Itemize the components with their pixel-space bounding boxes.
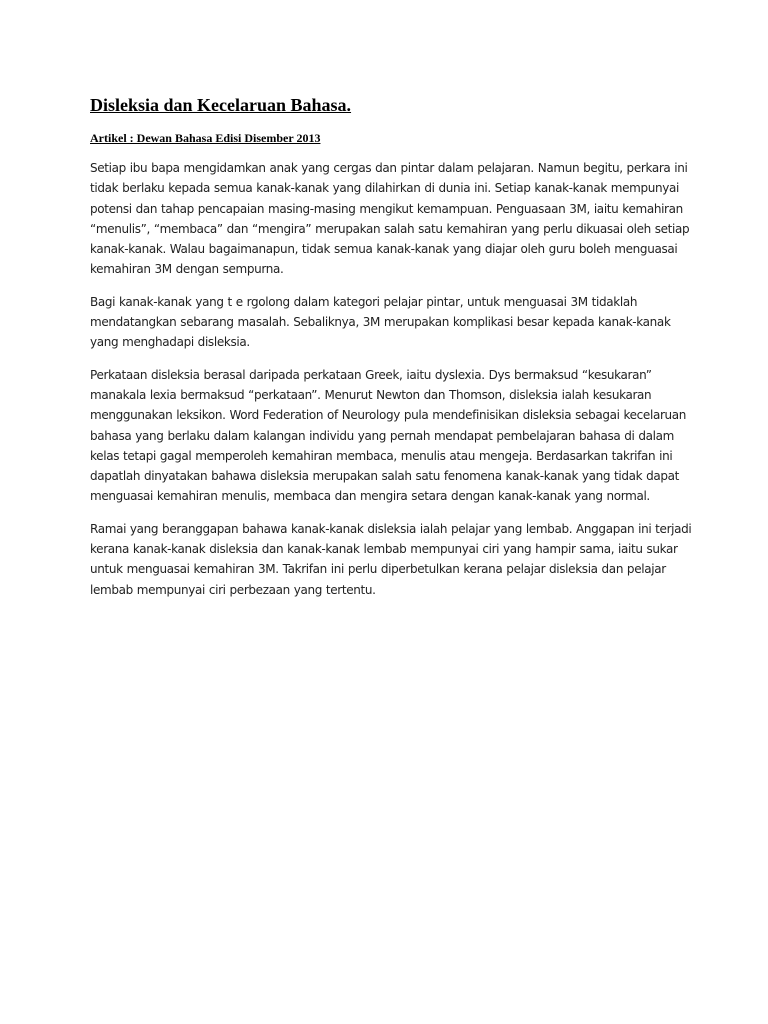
paragraph-line: tidak berlaku kepada semua kanak-kanak yang dilahirkan di dunia ini. Setiap kanak-kanak mempunyai (90, 181, 680, 196)
paragraph-line: “menulis”, “membaca” dan “mengira” merupakan salah satu kemahiran yang perlu dikuasai oleh setiap (90, 221, 690, 236)
paragraph-2 (90, 292, 682, 353)
paragraph-line: untuk menguasai kemahiran 3M. Takrifan ini perlu diperbetulkan kerana pelajar disleksia dan pelajar (90, 562, 666, 577)
paragraph-4 (90, 519, 692, 600)
paragraph-line: yang menghadapi disleksia. (90, 335, 250, 350)
paragraph-line: kelas tetapi gagal memperoleh kemahiran membaca, menulis atau mengeja. Berdasarkan takrifan ini (90, 448, 673, 463)
paragraph-line: bahasa yang berlaku dalam kalangan individu yang pernah mendapat pembelajaran bahasa di dalam (90, 428, 674, 443)
paragraph-line: manakala lexia bermaksud “perkataan”. Menurut Newton dan Thomson, disleksia ialah kesukaran (90, 387, 652, 402)
document-title: Disleksia dan Kecelaruan Bahasa. (90, 95, 352, 115)
paragraph-line: kerana kanak-kanak disleksia dan kanak-kanak lembab mempunyai ciri yang hampir sama, iaitu sukar (90, 542, 678, 557)
paragraph-line: kanak-kanak. Walau bagaimanapun, tidak semua kanak-kanak yang diajar oleh guru boleh menguasai (90, 242, 678, 257)
paragraph-line: dapatlah dinyatakan bahawa disleksia merupakan salah satu fenomena kanak-kanak yang tidak dapat (90, 469, 680, 484)
paragraph-line: Ramai yang beranggapan bahawa kanak-kanak disleksia ialah pelajar yang lembab. Anggapan ini terjadi (90, 521, 692, 536)
paragraph-line: mendatangkan sebarang masalah. Sebaliknya, 3M merupakan komplikasi besar kepada kanak-kanak (90, 315, 671, 330)
paragraph-line: potensi dan tahap pencapaian masing-masing mengikut kemampuan. Penguasaan 3M, iaitu kemahiran (90, 201, 683, 216)
paragraph-line: Perkataan disleksia berasal daripada perkataan Greek, iaitu dyslexia. Dys bermaksud “kesukaran” (90, 367, 652, 382)
document-body (90, 94, 692, 612)
paragraph-line: Bagi kanak-kanak yang t e rgolong dalam kategori pelajar pintar, untuk menguasai 3M tidaklah (90, 294, 638, 309)
paragraph-1 (90, 158, 690, 280)
paragraph-line: kemahiran 3M dengan sempurna. (90, 262, 284, 277)
paragraph-3 (90, 365, 687, 507)
paragraph-line: Setiap ibu bapa mengidamkan anak yang cergas dan pintar dalam pelajaran. Namun begitu, perkara ini (90, 161, 688, 175)
paragraph-line: menguasai kemahiran menulis, membaca dan mengira setara dengan kanak-kanak yang normal. (90, 489, 650, 504)
paragraph-line: lembab mempunyai ciri perbezaan yang tertentu. (90, 582, 376, 597)
article-source: Artikel : Dewan Bahasa Edisi Disember 2013 (90, 131, 321, 145)
paragraph-line: menggunakan leksikon. Word Federation of Neurology pula mendefinisikan disleksia sebagai kecelaruan (90, 408, 687, 423)
